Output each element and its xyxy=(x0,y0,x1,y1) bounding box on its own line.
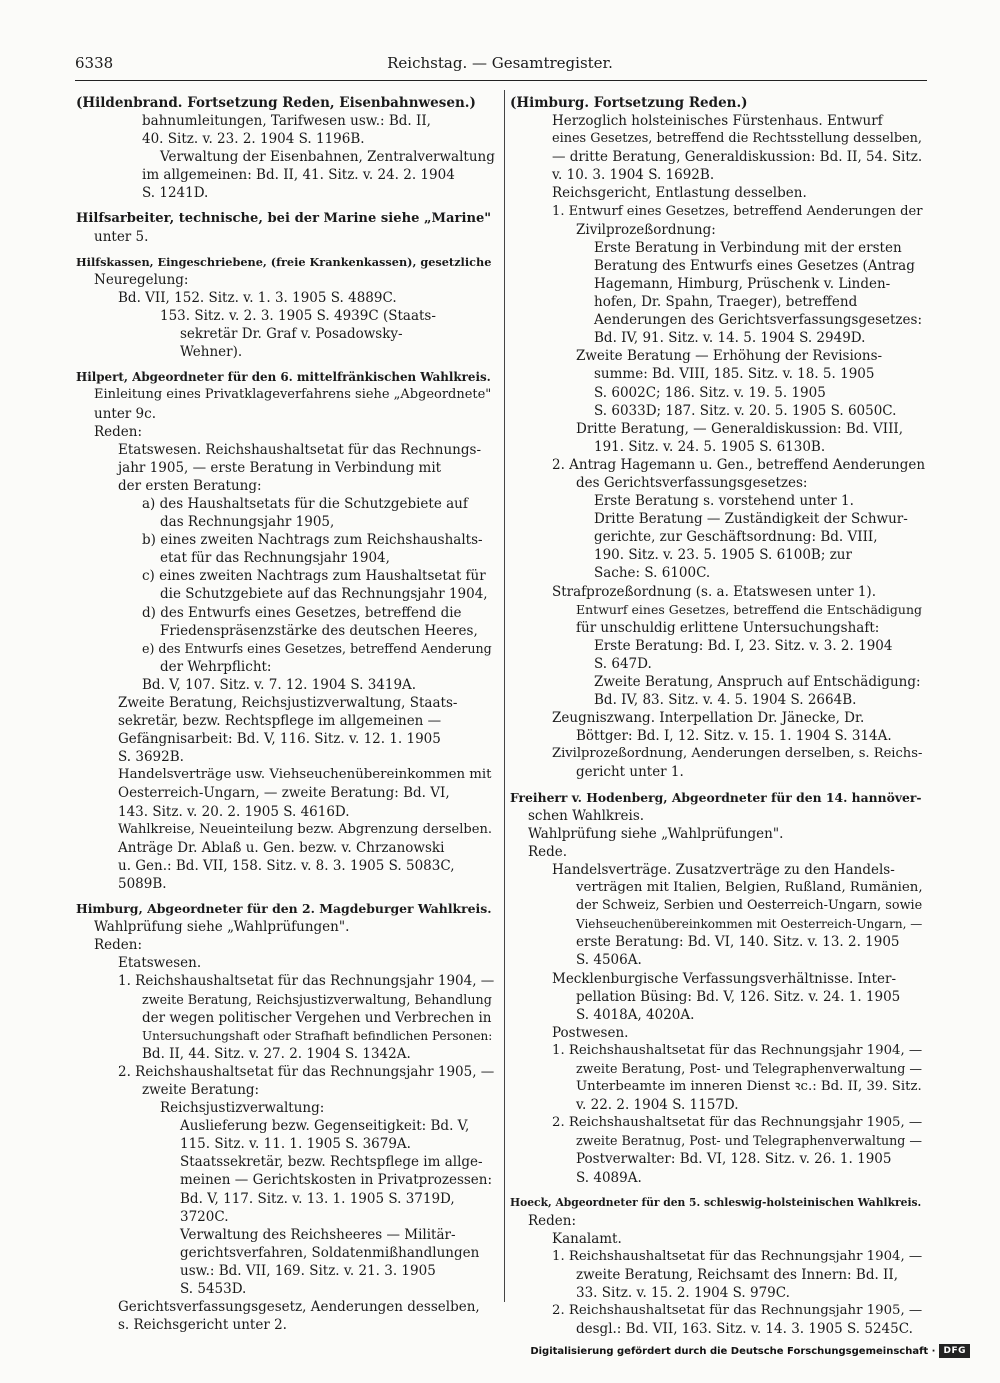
index-line: Auslieferung bezw. Gegenseitigkeit: Bd. V, xyxy=(180,1118,470,1135)
index-line: Postverwalter: Bd. VI, 128. Sitz. v. 26. 1. 1905 xyxy=(576,1151,892,1168)
index-line: Zeugniszwang. Interpellation Dr. Jänecke, Dr. xyxy=(552,710,865,727)
index-line: 3720C. xyxy=(180,1208,229,1225)
index-line: der wegen politischer Vergehen und Verbrechen in xyxy=(142,1009,492,1026)
index-line: desgl.: Bd. VII, 163. Sitz. v. 14. 3. 1905 S. 5245C. xyxy=(576,1321,913,1338)
index-line: Neuregelung: xyxy=(94,271,189,288)
index-line: gericht unter 1. xyxy=(576,764,684,781)
entry-heading: Hilfsarbeiter, technische, bei der Marine siehe „Marine" xyxy=(76,210,492,226)
index-line: Bd. IV, 91. Sitz. v. 14. 5. 1904 S. 2949D. xyxy=(594,330,866,347)
index-line: Dritte Beratung, — Generaldiskussion: Bd. VIII, xyxy=(576,420,904,437)
index-line: 1. Entwurf eines Gesetzes, betreffend Aenderungen der xyxy=(552,203,923,219)
index-line: S. 3692B. xyxy=(118,749,184,766)
index-line: S. 5453D. xyxy=(180,1281,247,1297)
index-line: S. 1241D. xyxy=(142,185,209,202)
index-line: Entwurf eines Gesetzes, betreffend die Entschädigung xyxy=(576,601,923,617)
index-line: 5089B. xyxy=(118,875,167,892)
index-line: schen Wahlkreis. xyxy=(528,807,645,824)
index-line: Beratung des Entwurfs eines Gesetzes (Antrag xyxy=(594,257,915,274)
index-line: der ersten Beratung: xyxy=(118,477,262,494)
index-line: im allgemeinen: Bd. II, 41. Sitz. v. 24. 2. 1904 xyxy=(142,167,455,184)
index-line: Untersuchungshaft oder Strafhaft befindlichen Personen: xyxy=(142,1028,493,1043)
index-line: 1. Reichshaushaltsetat für das Rechnungsjahr 1904, — xyxy=(552,1248,923,1264)
index-line: 40. Sitz. v. 23. 2. 1904 S. 1196B. xyxy=(142,131,365,148)
index-line: c) eines zweiten Nachtrags zum Haushaltsetat für xyxy=(142,568,486,585)
entry-heading: Hilfskassen, Eingeschriebene, (freie Krankenkassen), gesetzliche xyxy=(76,254,492,269)
index-line: 2. Reichshaushaltsetat für das Rechnungsjahr 1905, — xyxy=(552,1115,923,1131)
index-line: zweite Beratnug, Post- und Telegraphenverwaltung — xyxy=(576,1133,922,1149)
index-line: Etatswesen. Reichshaushaltsetat für das Rechnungs- xyxy=(118,441,482,458)
index-line: Reden: xyxy=(528,1212,577,1229)
index-line: Wahlprüfung siehe „Wahlprüfungen". xyxy=(94,919,350,936)
index-line: die Schutzgebiete auf das Rechnungsjahr 1904, xyxy=(160,586,488,603)
index-line: e) des Entwurfs eines Gesetzes, betreffend Aenderung xyxy=(142,640,492,656)
index-line: b) eines zweiten Nachtrags zum Reichshaushalts- xyxy=(142,532,483,549)
index-line: hofen, Dr. Spahn, Traeger), betreffend xyxy=(594,294,858,311)
index-line: — dritte Beratung, Generaldiskussion: Bd. II, 54. Sitz. xyxy=(552,149,923,166)
index-line: Gerichtsverfassungsgesetz, Aenderungen desselben, xyxy=(118,1299,480,1316)
index-line: zweite Beratung: xyxy=(142,1081,260,1098)
index-line: Gefängnisarbeit: Bd. V, 116. Sitz. v. 12. 1. 1905 xyxy=(118,731,441,748)
index-line: Bd. IV, 83. Sitz. v. 4. 5. 1904 S. 2664B. xyxy=(594,692,857,709)
index-line: Zweite Beratung, Anspruch auf Entschädigung: xyxy=(594,674,921,690)
index-line: s. Reichsgericht unter 2. xyxy=(118,1317,287,1334)
index-line: Verwaltung der Eisenbahnen, Zentralverwaltung xyxy=(160,149,495,166)
index-line: 33. Sitz. v. 15. 2. 1904 S. 979C. xyxy=(576,1285,790,1302)
index-line: das Rechnungsjahr 1905, xyxy=(160,514,335,531)
index-line: Sache: S. 6100C. xyxy=(594,565,711,582)
index-line: zweite Beratung, Reichsamt des Innern: Bd. II, xyxy=(576,1267,899,1283)
index-line: Mecklenburgische Verfassungsverhältnisse. Inter- xyxy=(552,970,897,987)
index-line: eines Gesetzes, betreffend die Rechtsstellung desselben, xyxy=(552,131,922,147)
index-line: Dritte Beratung — Zuständigkeit der Schwur- xyxy=(594,511,908,528)
index-line: Strafprozeßordnung (s. a. Etatswesen unter 1). xyxy=(552,583,876,600)
index-line: 153. Sitz. v. 2. 3. 1905 S. 4939C (Staats- xyxy=(160,308,436,325)
index-line: Verwaltung des Reichsheeres — Militär- xyxy=(180,1226,456,1243)
index-line: 2. Reichshaushaltsetat für das Rechnungsjahr 1905, — xyxy=(552,1303,923,1319)
index-line: unter 9c. xyxy=(94,405,156,422)
index-line: S. 4089A. xyxy=(576,1169,642,1186)
entry-heading: (Hildenbrand. Fortsetzung Reden, Eisenbahnwesen.) xyxy=(76,95,476,111)
running-title: Reichstag. — Gesamtregister. xyxy=(387,54,613,72)
index-line: Herzoglich holsteinisches Fürstenhaus. Entwurf xyxy=(552,113,883,130)
index-line: Anträge Dr. Ablaß u. Gen. bezw. v. Chrzanowski xyxy=(118,839,445,856)
index-line: Wahlprüfung siehe „Wahlprüfungen". xyxy=(528,825,784,842)
index-line: Zweite Beratung — Erhöhung der Revisions- xyxy=(576,348,883,365)
index-line: etat für das Rechnungsjahr 1904, xyxy=(160,550,390,567)
footer-credit xyxy=(530,1341,970,1361)
index-line: Friedenspräsenzstärke des deutschen Heeres, xyxy=(160,622,478,639)
dfg-logo: DFG xyxy=(939,1344,970,1358)
index-line: v. 10. 3. 1904 S. 1692B. xyxy=(552,167,715,184)
index-line: jahr 1905, — erste Beratung in Verbindung mit xyxy=(118,459,442,476)
index-line: Zweite Beratung, Reichsjustizverwaltung, Staats- xyxy=(118,695,458,711)
index-line: für unschuldig erlittene Untersuchungshaft: xyxy=(576,619,880,636)
index-line: unter 5. xyxy=(94,228,149,245)
index-line: Reichsgericht, Entlastung desselben. xyxy=(552,185,807,202)
index-line: 191. Sitz. v. 24. 5. 1905 S. 6130B. xyxy=(594,438,826,455)
index-line: Hagemann, Himburg, Prüschenk v. Linden- xyxy=(594,275,891,292)
index-line: 1. Reichshaushaltsetat für das Rechnungsjahr 1904, — xyxy=(552,1042,923,1058)
footer-credit-text: Digitalisierung gefördert durch die Deutsche Forschungsgemeinschaft · xyxy=(530,1345,936,1357)
index-line: Bd. VII, 152. Sitz. v. 1. 3. 1905 S. 4889C. xyxy=(118,289,397,306)
index-line: zweite Beratung, Post- und Telegraphenverwaltung — xyxy=(576,1060,922,1076)
index-line: 143. Sitz. v. 20. 2. 1905 S. 4616D. xyxy=(118,803,350,820)
right-column xyxy=(510,94,926,1338)
index-line: Bd. V, 117. Sitz. v. 13. 1. 1905 S. 3719D, xyxy=(180,1190,455,1207)
index-line: Erste Beratung s. vorstehend unter 1. xyxy=(594,493,854,510)
index-line: Bd. II, 44. Sitz. v. 27. 2. 1904 S. 1342A. xyxy=(142,1045,411,1062)
index-line: Rede. xyxy=(528,843,568,860)
index-line: bahnumleitungen, Tarifwesen usw.: Bd. II, xyxy=(142,113,431,130)
index-line: Reden: xyxy=(94,423,143,440)
index-line: summe: Bd. VIII, 185. Sitz. v. 18. 5. 1905 xyxy=(594,366,875,383)
header-rule xyxy=(75,80,927,81)
index-line: usw.: Bd. VII, 169. Sitz. v. 21. 3. 1905 xyxy=(180,1262,436,1279)
index-line: verträgen mit Italien, Belgien, Rußland, Rumänien, xyxy=(576,880,923,896)
index-line: Reden: xyxy=(94,937,143,954)
index-line: gerichte, zur Geschäftsordnung: Bd. VIII, xyxy=(594,529,878,546)
index-line: v. 22. 2. 1904 S. 1157D. xyxy=(576,1097,739,1114)
index-line: pellation Büsing: Bd. V, 126. Sitz. v. 24. 1. 1905 xyxy=(576,988,901,1005)
index-line: Staatssekretär, bezw. Rechtspflege im allge- xyxy=(180,1154,483,1171)
index-line: 190. Sitz. v. 23. 5. 1905 S. 6100B; zur xyxy=(594,547,852,564)
index-line: Einleitung eines Privatklageverfahrens siehe „Abgeordnete" xyxy=(94,387,492,403)
index-line: Viehseuchenübereinkommen mit Oesterreich-Ungarn, — xyxy=(576,917,923,932)
page-number: 6338 xyxy=(75,54,114,72)
index-line: Erste Beratung in Verbindung mit der ersten xyxy=(594,239,902,256)
index-line: Kanalamt. xyxy=(552,1230,622,1247)
index-line: Postwesen. xyxy=(552,1024,629,1041)
index-line: sekretär, bezw. Rechtspflege im allgemeinen — xyxy=(118,713,442,730)
index-line: S. 647D. xyxy=(594,655,652,672)
index-line: 2. Reichshaushaltsetat für das Rechnungsjahr 1905, — xyxy=(118,1063,495,1080)
index-line: Reichsjustizverwaltung: xyxy=(160,1100,325,1117)
entry-heading: Hilpert, Abgeordneter für den 6. mittelfränkischen Wahlkreis. xyxy=(76,370,491,385)
index-line: Aenderungen des Gerichtsverfassungsgesetzes: xyxy=(594,312,923,329)
entry-heading: (Himburg. Fortsetzung Reden.) xyxy=(510,95,748,111)
index-line: d) des Entwurfs eines Gesetzes, betreffend die xyxy=(142,604,462,621)
index-line: Wehner). xyxy=(180,344,243,361)
index-line: Handelsverträge. Zusatzverträge zu den Handels- xyxy=(552,861,895,878)
index-line: Etatswesen. xyxy=(118,955,202,972)
index-line: a) des Haushaltsetats für die Schutzgebiete auf xyxy=(142,495,468,512)
index-line: S. 6033D; 187. Sitz. v. 20. 5. 1905 S. 6050C. xyxy=(594,402,897,419)
index-line: 1. Reichshaushaltsetat für das Rechnungsjahr 1904, — xyxy=(118,973,495,990)
index-line: S. 6002C; 186. Sitz. v. 19. 5. 1905 xyxy=(594,384,826,401)
index-line: 115. Sitz. v. 11. 1. 1905 S. 3679A. xyxy=(180,1136,411,1153)
index-line: u. Gen.: Bd. VII, 158. Sitz. v. 8. 3. 1905 S. 5083C, xyxy=(118,857,455,874)
entry-heading: Hoeck, Abgeordneter für den 5. schleswig-holsteinischen Wahlkreis. xyxy=(510,1195,922,1209)
index-line: gerichtsverfahren, Soldatenmißhandlungen xyxy=(180,1244,480,1261)
index-line: S. 4506A. xyxy=(576,952,642,969)
index-line: meinen — Gerichtskosten in Privatprozessen: xyxy=(180,1172,493,1189)
page-header xyxy=(75,54,925,78)
index-line: der Schweiz, Serbien und Oesterreich-Ungarn, sowie xyxy=(576,898,923,914)
index-line: S. 4018A, 4020A. xyxy=(576,1006,695,1023)
index-line: des Gerichtsverfassungsgesetzes: xyxy=(576,474,808,491)
index-line: Handelsverträge usw. Viehseuchenübereinkommen mit xyxy=(118,767,492,783)
index-line: Erste Beratung: Bd. I, 23. Sitz. v. 3. 2. 1904 xyxy=(594,637,893,654)
entry-heading: Himburg, Abgeordneter für den 2. Magdeburger Wahlkreis. xyxy=(76,901,492,917)
left-column xyxy=(76,94,496,1334)
index-line: erste Beratung: Bd. VI, 140. Sitz. v. 13. 2. 1905 xyxy=(576,934,900,951)
index-line: Wahlkreise, Neueinteilung bezw. Abgrenzung derselben. xyxy=(118,821,492,837)
index-line: sekretär Dr. Graf v. Posadowsky- xyxy=(180,326,403,343)
column-divider xyxy=(504,90,505,1302)
index-line: Oesterreich-Ungarn, — zweite Beratung: Bd. VI, xyxy=(118,785,450,802)
index-line: 2. Antrag Hagemann u. Gen., betreffend Aenderungen xyxy=(552,456,926,473)
index-line: Zivilprozeßordnung, Aenderungen derselben, s. Reichs- xyxy=(552,746,923,762)
entry-heading: Freiherr v. Hodenberg, Abgeordneter für den 14. hannöver- xyxy=(510,789,922,805)
index-line: Böttger: Bd. I, 12. Sitz. v. 15. 1. 1904 S. 314A. xyxy=(576,728,892,745)
index-line: der Wehrpflicht: xyxy=(160,658,272,675)
index-line: Bd. V, 107. Sitz. v. 7. 12. 1904 S. 3419A. xyxy=(142,676,417,693)
index-line: Zivilprozeßordnung: xyxy=(576,221,716,238)
index-line: zweite Beratung, Reichsjustizverwaltung, Behandlung xyxy=(142,991,492,1007)
index-line: Unterbeamte im inneren Dienst ꝛc.: Bd. II, 39. Sitz. xyxy=(576,1079,922,1095)
